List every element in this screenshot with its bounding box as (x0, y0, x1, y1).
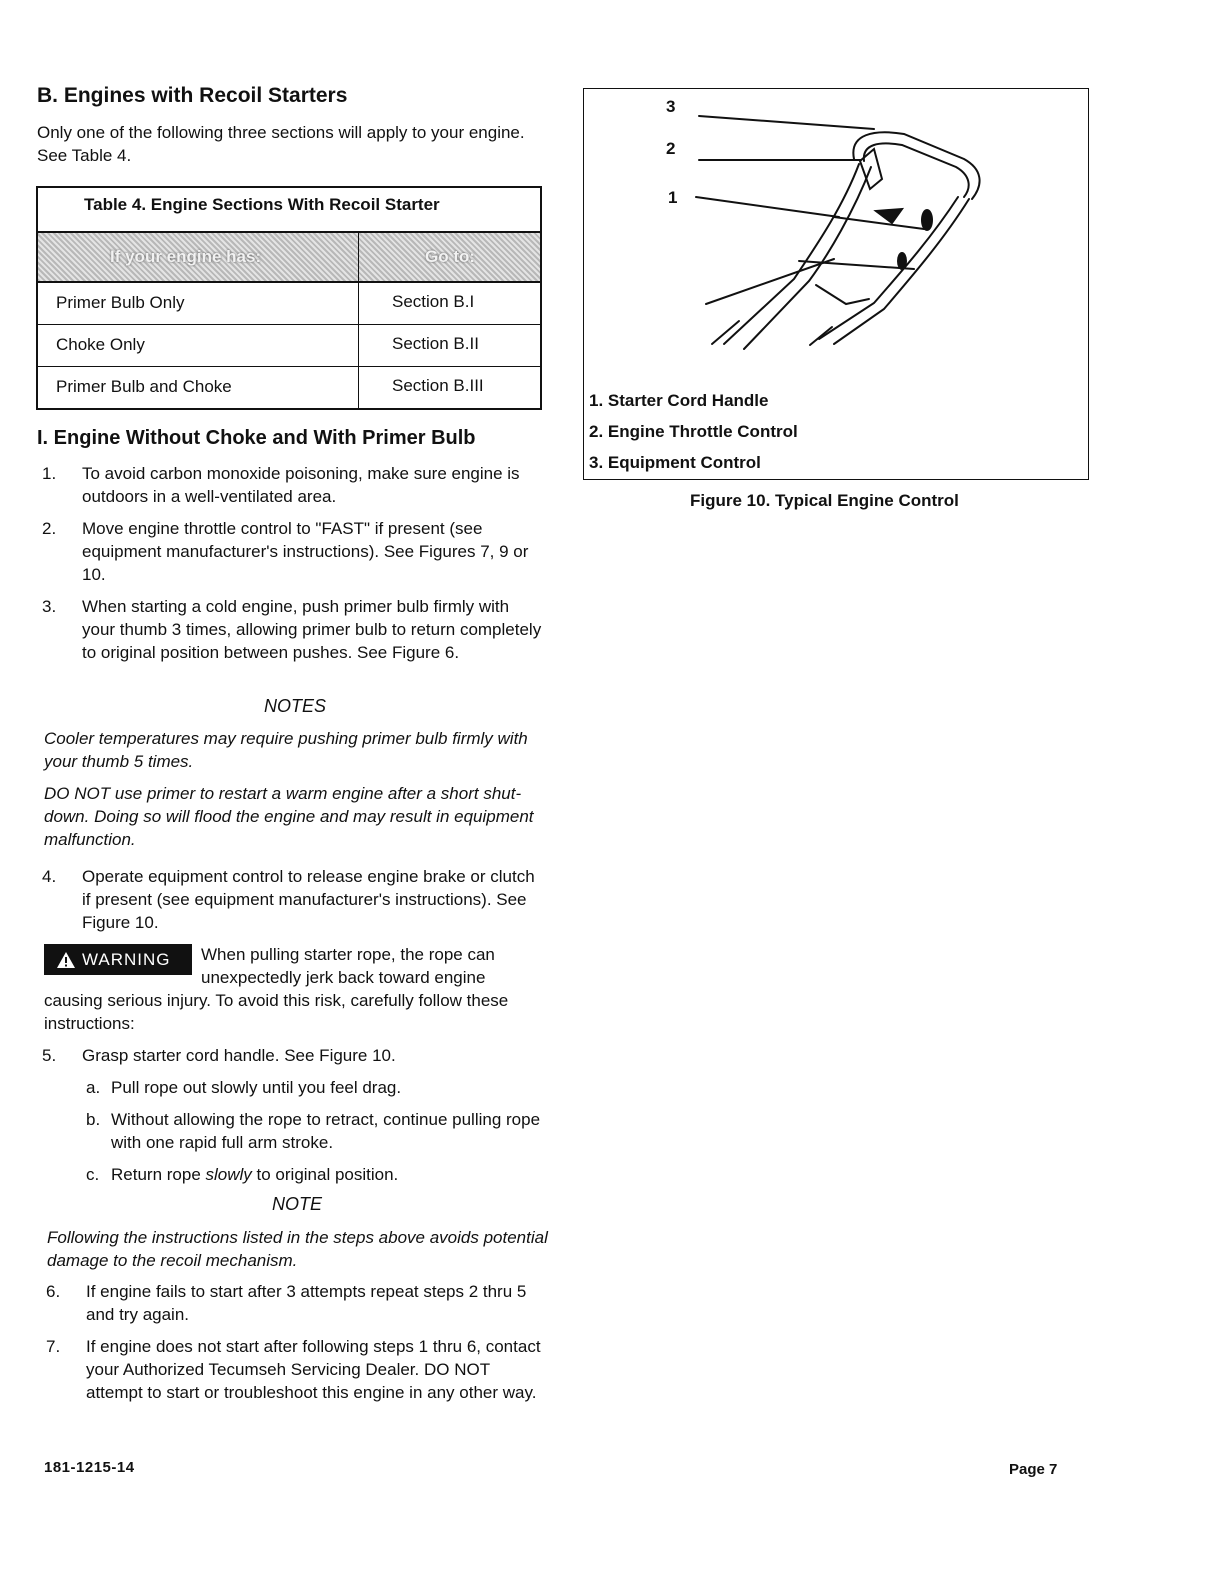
step-text: If engine does not start after following steps 1 thru 6, contact your Authorized Tecumseh Servicing Dealer. DO NOT attempt to start or troubleshoot this engine in any other way. (86, 1337, 541, 1402)
step-text: To avoid carbon monoxide poisoning, make sure engine is outdoors in a well-ventilated area. (82, 464, 520, 506)
step-number: 3. (42, 597, 57, 616)
engine-sections-table (36, 186, 542, 410)
note-paragraph: Following the instructions listed in the steps above avoids potential damage to the recoil mechanism. (47, 1228, 548, 1270)
substep-text: Pull rope out slowly until you feel drag. (111, 1078, 402, 1097)
table-row (38, 325, 540, 367)
step-text: Move engine throttle control to "FAST" if present (see equipment manufacturer's instructions). See Figures 7, 9 or 10. (82, 519, 529, 584)
substep-text-emphasis: slowly (205, 1165, 252, 1184)
substep-text (111, 1163, 541, 1186)
note-heading: NOTE (272, 1194, 323, 1214)
warning-text-rest: causing serious injury. To avoid this risk, carefully follow these instructions: (44, 991, 509, 1033)
callout-3: 3 (666, 97, 676, 116)
table-cell-goto: Section B.III (392, 376, 484, 395)
warning-triangle-icon (56, 951, 76, 969)
step-number: 2. (42, 519, 57, 538)
substep-letter: a. (86, 1078, 101, 1097)
table-cell-goto: Section B.I (392, 292, 475, 311)
warning-badge (44, 944, 192, 975)
step-number: 1. (42, 464, 57, 483)
table-cell-engine: Primer Bulb Only (38, 283, 359, 324)
note-paragraph: DO NOT use primer to restart a warm engine after a short shut-down. Doing so will flood the engine and may result in equipment malfunction. (44, 784, 534, 849)
step-text: Grasp starter cord handle. See Figure 10. (82, 1046, 396, 1065)
warning-text-first: When pulling starter rope, the rope can unexpectedly jerk back toward engine (201, 945, 495, 987)
table-title: Table 4. Engine Sections With Recoil Starter (38, 188, 540, 233)
intro-text: Only one of the following three sections will apply to your engine. See Table 4. (37, 123, 525, 165)
table-header-goto: Go to: (425, 247, 476, 266)
table-cell-engine: Choke Only (38, 325, 359, 366)
step-number: 5. (42, 1046, 57, 1065)
step-text: Operate equipment control to release engine brake or clutch if present (see equipment manufacturer's instructions). See Figure 10. (82, 867, 535, 932)
notes-heading: NOTES (264, 696, 327, 716)
substep-text-pre: Return rope (111, 1165, 206, 1184)
step-text: If engine fails to start after 3 attempts repeat steps 2 thru 5 and try again. (86, 1282, 527, 1324)
step-number: 7. (46, 1337, 61, 1356)
callout-2: 2 (666, 139, 676, 158)
note-paragraph: Cooler temperatures may require pushing primer bulb firmly with your thumb 5 times. (44, 729, 528, 771)
substep-letter: c. (86, 1165, 100, 1184)
warning-label: WARNING (82, 949, 171, 969)
section-heading: B. Engines with Recoil Starters (37, 84, 348, 107)
substep-text: Without allowing the rope to retract, continue pulling rope with one rapid full arm stroke. (111, 1110, 541, 1152)
callout-1: 1 (668, 188, 678, 207)
legend-item-starter-cord-handle: 1. Starter Cord Handle (589, 391, 769, 410)
table-cell-goto: Section B.II (392, 334, 479, 353)
table-row (38, 283, 540, 325)
figure-10-box (583, 88, 1089, 480)
substep-letter: b. (86, 1110, 101, 1129)
table-header-engine: If your engine has: (38, 233, 359, 281)
step-number: 6. (46, 1282, 61, 1301)
figure-caption: Figure 10. Typical Engine Control (690, 491, 959, 510)
legend-item-engine-throttle-control: 2. Engine Throttle Control (589, 422, 798, 441)
table-cell-engine: Primer Bulb and Choke (38, 367, 359, 408)
figure-legend (584, 385, 1088, 478)
document-number: 181-1215-14 (44, 1459, 135, 1476)
page-number: Page 7 (1009, 1461, 1058, 1478)
step-text: When starting a cold engine, push primer bulb firmly with your thumb 3 times, allowing primer bulb to return completely to original position between pushes. See Figure 6. (82, 597, 542, 662)
engine-control-handle-illustration (584, 89, 1087, 379)
legend-item-equipment-control: 3. Equipment Control (589, 453, 761, 472)
table-header (38, 233, 540, 283)
table-row (38, 367, 540, 408)
substep-text-post: to original position. (251, 1165, 399, 1184)
subsection-heading: I. Engine Without Choke and With Primer Bulb (37, 427, 476, 449)
step-number: 4. (42, 867, 57, 886)
